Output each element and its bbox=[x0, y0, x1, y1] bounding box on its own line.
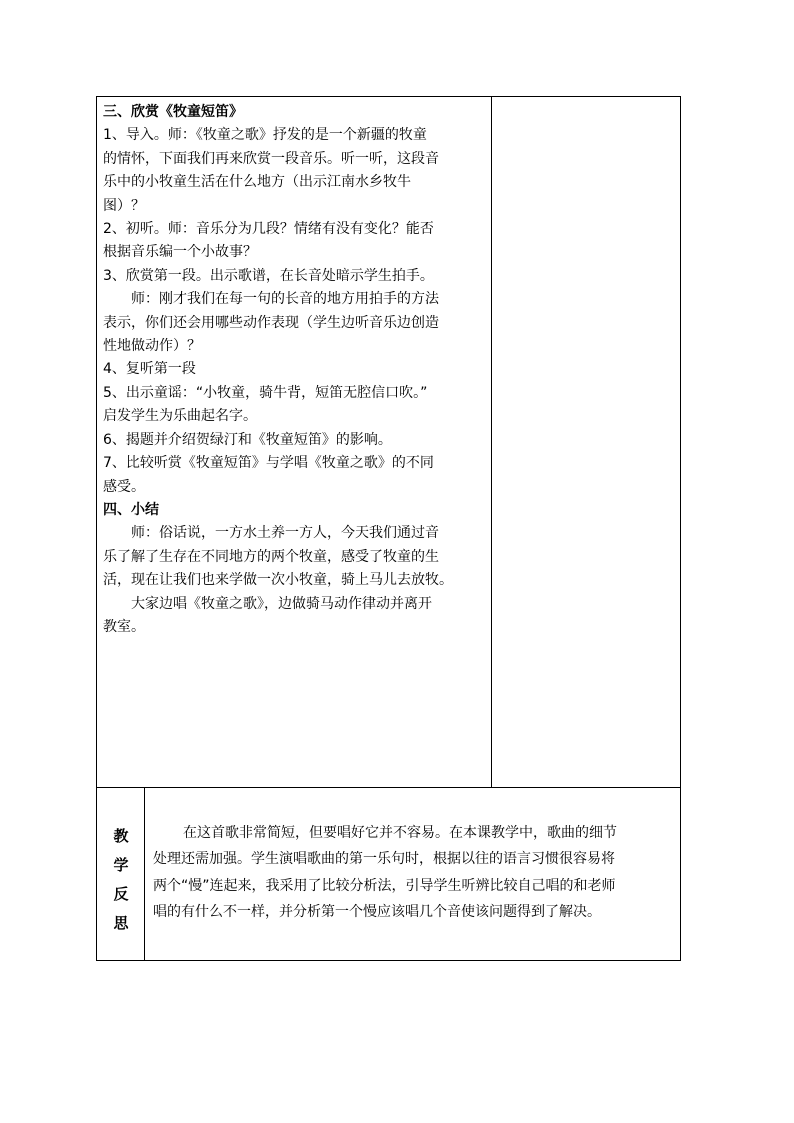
lesson-line: 教室。 bbox=[103, 618, 145, 635]
table-right-border bbox=[680, 96, 681, 961]
table-top-border bbox=[96, 96, 681, 97]
reflection-label bbox=[97, 822, 145, 938]
lesson-line: 乐了解了生存在不同地方的两个牧童，感受了牧童的生 bbox=[103, 548, 439, 565]
reflection-line: 处理还需加强。学生演唱歌曲的第一乐句时，根据以往的语言习惯很容易将 bbox=[153, 851, 615, 868]
lesson-line: 启发学生为乐曲起名字。 bbox=[103, 408, 257, 425]
reflection-content-cell bbox=[153, 820, 675, 925]
lesson-line: 性地做动作）？ bbox=[103, 338, 201, 355]
reflection-label-char: 学 bbox=[113, 856, 129, 874]
lesson-line: 乐中的小牧童生活在什么地方（出示江南水乡牧牛 bbox=[103, 174, 411, 191]
reflection-label-char: 思 bbox=[113, 914, 129, 932]
lesson-content-cell bbox=[103, 101, 487, 639]
lesson-line: 师：俗话说，一方水土养一方人，今天我们通过音 bbox=[131, 525, 439, 542]
lesson-line: 5、出示童谣：“小牧童，骑牛背，短笛无腔信口吹。” bbox=[103, 384, 428, 401]
lesson-line: 的情怀，下面我们再来欣赏一段音乐。听一听，这段音 bbox=[103, 150, 439, 167]
lesson-line: 3、欣赏第一段。出示歌谱，在长音处暗示学生拍手。 bbox=[103, 267, 434, 284]
lesson-line: 1、导入。师：《牧童之歌》抒发的是一个新疆的牧童 bbox=[103, 127, 427, 144]
lesson-line: 图）？ bbox=[103, 197, 145, 214]
lesson-line: 感受。 bbox=[103, 478, 145, 495]
reflection-label-char: 反 bbox=[113, 885, 129, 903]
reflection-line: 唱的有什么不一样，并分析第一个慢应该唱几个音使该问题得到了解决。 bbox=[153, 903, 601, 920]
reflection-line: 两个“慢”连起来，我采用了比较分析法，引导学生听辨比较自己唱的和老师 bbox=[153, 877, 616, 894]
reflection-label-char: 教 bbox=[113, 827, 129, 845]
lesson-line: 师：刚才我们在每一句的长音的地方用拍手的方法 bbox=[131, 291, 439, 308]
lesson-line: 三、欣赏《牧童短笛》 bbox=[103, 104, 243, 120]
table-column-divider-top bbox=[491, 96, 492, 788]
lesson-line: 四、小结 bbox=[103, 501, 159, 518]
reflection-line: 在这首歌非常简短，但要唱好它并不容易。在本课教学中，歌曲的细节 bbox=[183, 825, 617, 841]
table-row-divider bbox=[96, 787, 681, 788]
table-bottom-border bbox=[96, 960, 681, 961]
lesson-line: 表示，你们还会用哪些动作表现（学生边听音乐边创造 bbox=[103, 314, 439, 331]
lesson-line: 2、初听。师：音乐分为几段？情绪有没有变化？能否 bbox=[103, 221, 434, 238]
lesson-line: 4、复听第一段 bbox=[103, 361, 196, 378]
lesson-line: 6、揭题并介绍贺绿汀和《牧童短笛》的影响。 bbox=[103, 431, 392, 448]
lesson-line: 7、比较听赏《牧童短笛》与学唱《牧童之歌》的不同 bbox=[103, 455, 434, 472]
lesson-line: 根据音乐编一个小故事？ bbox=[103, 244, 257, 261]
lesson-line: 活，现在让我们也来学做一次小牧童，骑上马儿去放牧。 bbox=[103, 572, 453, 589]
lesson-line: 大家边唱《牧童之歌》，边做骑马动作律动并离开 bbox=[131, 595, 432, 612]
